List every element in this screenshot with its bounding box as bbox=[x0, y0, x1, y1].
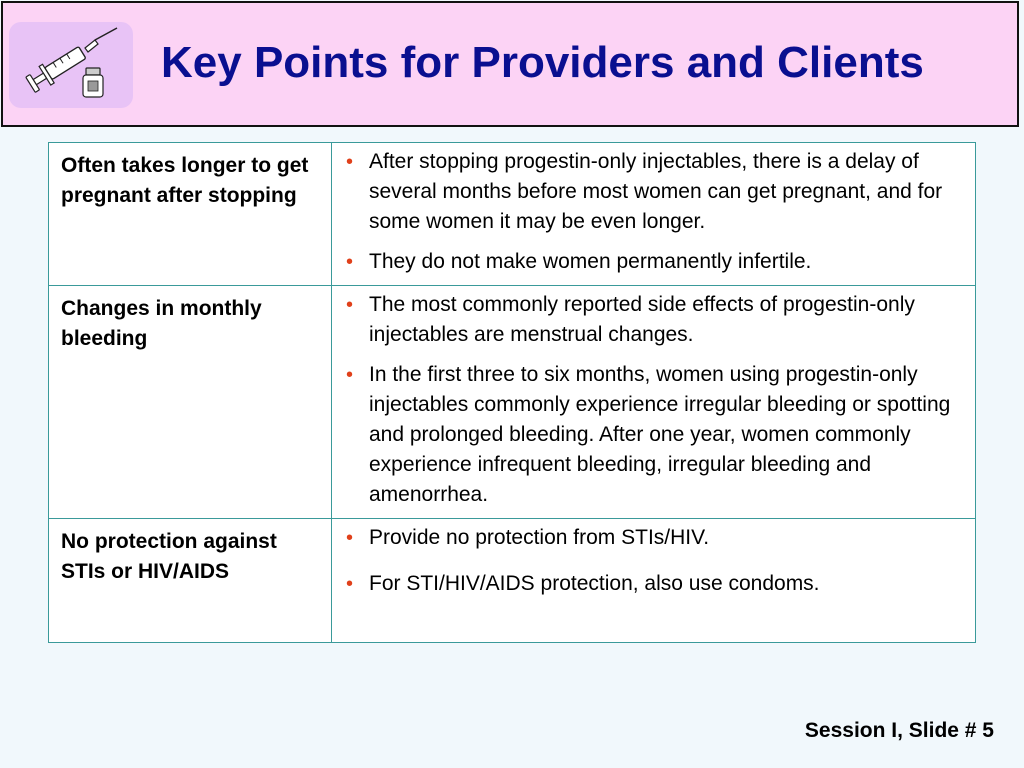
key-points-table bbox=[48, 142, 976, 643]
bullet-icon: • bbox=[346, 151, 354, 173]
syringe-and-vial-icon bbox=[9, 22, 133, 108]
row-details bbox=[332, 519, 976, 643]
list-item bbox=[340, 569, 961, 599]
row-details bbox=[332, 286, 976, 519]
row-topic: Often takes longer to get pregnant after stopping bbox=[49, 143, 332, 286]
list-item bbox=[340, 360, 961, 510]
list-item bbox=[340, 247, 961, 277]
table-row bbox=[49, 143, 976, 286]
bullet-list bbox=[340, 523, 961, 599]
row-topic: No protection against STIs or HIV/AIDS bbox=[49, 519, 332, 643]
bullet-icon: • bbox=[346, 527, 354, 549]
bullet-list bbox=[340, 147, 961, 277]
row-details bbox=[332, 143, 976, 286]
list-item bbox=[340, 147, 961, 237]
bullet-icon: • bbox=[346, 251, 354, 273]
bullet-icon: • bbox=[346, 364, 354, 386]
list-item bbox=[340, 290, 961, 350]
bullet-icon: • bbox=[346, 294, 354, 316]
row-topic: Changes in monthly bleeding bbox=[49, 286, 332, 519]
bullet-text: In the first three to six months, women using progestin-only injectables commonly experience irregular bleeding or spotting and prolonged bleeding. After one year, women commonly experience infrequent bleeding, irregular bleeding and amenorrhea. bbox=[369, 363, 951, 506]
bullet-text: The most commonly reported side effects of progestin-only injectables are menstrual changes. bbox=[369, 293, 915, 346]
bullet-text: They do not make women permanently infertile. bbox=[369, 250, 812, 273]
bullet-text: Provide no protection from STIs/HIV. bbox=[369, 526, 710, 549]
bullet-icon: • bbox=[346, 573, 354, 595]
list-item bbox=[340, 523, 961, 553]
table-row bbox=[49, 519, 976, 643]
slide-header bbox=[1, 1, 1019, 127]
table-row bbox=[49, 286, 976, 519]
slide-title: Key Points for Providers and Clients bbox=[161, 38, 924, 87]
bullet-text: After stopping progestin-only injectables, there is a delay of several months before most women can get pregnant, and for some women it may be even longer. bbox=[369, 150, 943, 233]
bullet-text: For STI/HIV/AIDS protection, also use condoms. bbox=[369, 572, 820, 595]
slide-number: Session I, Slide # 5 bbox=[804, 719, 994, 742]
bullet-list bbox=[340, 290, 961, 510]
